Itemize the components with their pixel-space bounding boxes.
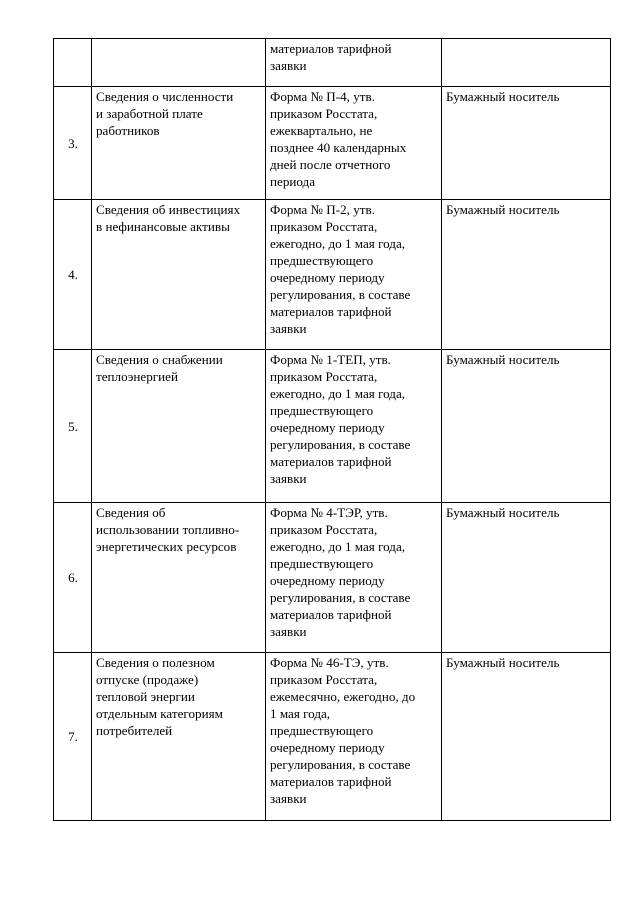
info-name: Сведения об использовании топливно- энергетических ресурсов	[96, 505, 240, 554]
info-name-cell	[92, 503, 266, 653]
table-row	[54, 503, 611, 653]
row-number: 6.	[68, 570, 78, 585]
form-description: Форма № 1-ТЕП, утв. приказом Росстата, ежегодно, до 1 мая года, предшествующего очередному периоду регулирования, в составе материалов тарифной заявки	[270, 352, 411, 486]
medium-cell	[442, 200, 611, 350]
row-number-cell	[54, 87, 92, 200]
medium-cell	[442, 350, 611, 503]
medium-text: Бумажный носитель	[446, 202, 560, 217]
form-description-cell	[266, 653, 442, 821]
form-description-cell	[266, 200, 442, 350]
table-row	[54, 200, 611, 350]
row-number-cell	[54, 350, 92, 503]
medium-text: Бумажный носитель	[446, 655, 560, 670]
form-description: Форма № П-2, утв. приказом Росстата, ежегодно, до 1 мая года, предшествующего очередному периоду регулирования, в составе материалов тарифной заявки	[270, 202, 411, 336]
row-number-cell	[54, 503, 92, 653]
table-row	[54, 39, 611, 87]
row-number: 4.	[68, 267, 78, 282]
form-description: материалов тарифной заявки	[270, 41, 392, 73]
medium-cell	[442, 653, 611, 821]
reporting-forms-table	[53, 38, 611, 821]
table-row	[54, 87, 611, 200]
medium-cell	[442, 87, 611, 200]
form-description-cell	[266, 87, 442, 200]
form-description-cell	[266, 39, 442, 87]
info-name-cell	[92, 87, 266, 200]
info-name: Сведения об инвестициях в нефинансовые активы	[96, 202, 241, 234]
info-name: Сведения о численности и заработной плате работников	[96, 89, 234, 138]
row-number: 3.	[68, 135, 78, 151]
table-row	[54, 653, 611, 821]
form-description: Форма № П-4, утв. приказом Росстата, ежеквартально, не позднее 40 календарных дней после отчетного периода	[270, 89, 407, 189]
medium-text: Бумажный носитель	[446, 352, 560, 367]
medium-cell	[442, 39, 611, 87]
medium-cell	[442, 503, 611, 653]
medium-text: Бумажный носитель	[446, 89, 560, 104]
row-number-cell	[54, 653, 92, 821]
row-number: 5.	[68, 418, 78, 434]
info-name-cell	[92, 39, 266, 87]
info-name-cell	[92, 200, 266, 350]
form-description-cell	[266, 503, 442, 653]
medium-text: Бумажный носитель	[446, 505, 560, 520]
info-name-cell	[92, 653, 266, 821]
row-number: 7.	[68, 729, 78, 744]
row-number-cell	[54, 39, 92, 87]
info-name: Сведения о полезном отпуске (продаже) тепловой энергии отдельным категориям потребителей	[96, 655, 223, 738]
row-number-cell	[54, 200, 92, 350]
info-name: Сведения о снабжении теплоэнергией	[96, 352, 223, 384]
form-description: Форма № 4-ТЭР, утв. приказом Росстата, ежегодно, до 1 мая года, предшествующего очередному периоду регулирования, в составе материалов тарифной заявки	[270, 505, 411, 639]
form-description: Форма № 46-ТЭ, утв. приказом Росстата, ежемесячно, ежегодно, до 1 мая года, предшествующего очередному периоду регулирования, в составе материалов тарифной заявки	[270, 655, 416, 806]
form-description-cell	[266, 350, 442, 503]
info-name-cell	[92, 350, 266, 503]
table-row	[54, 350, 611, 503]
